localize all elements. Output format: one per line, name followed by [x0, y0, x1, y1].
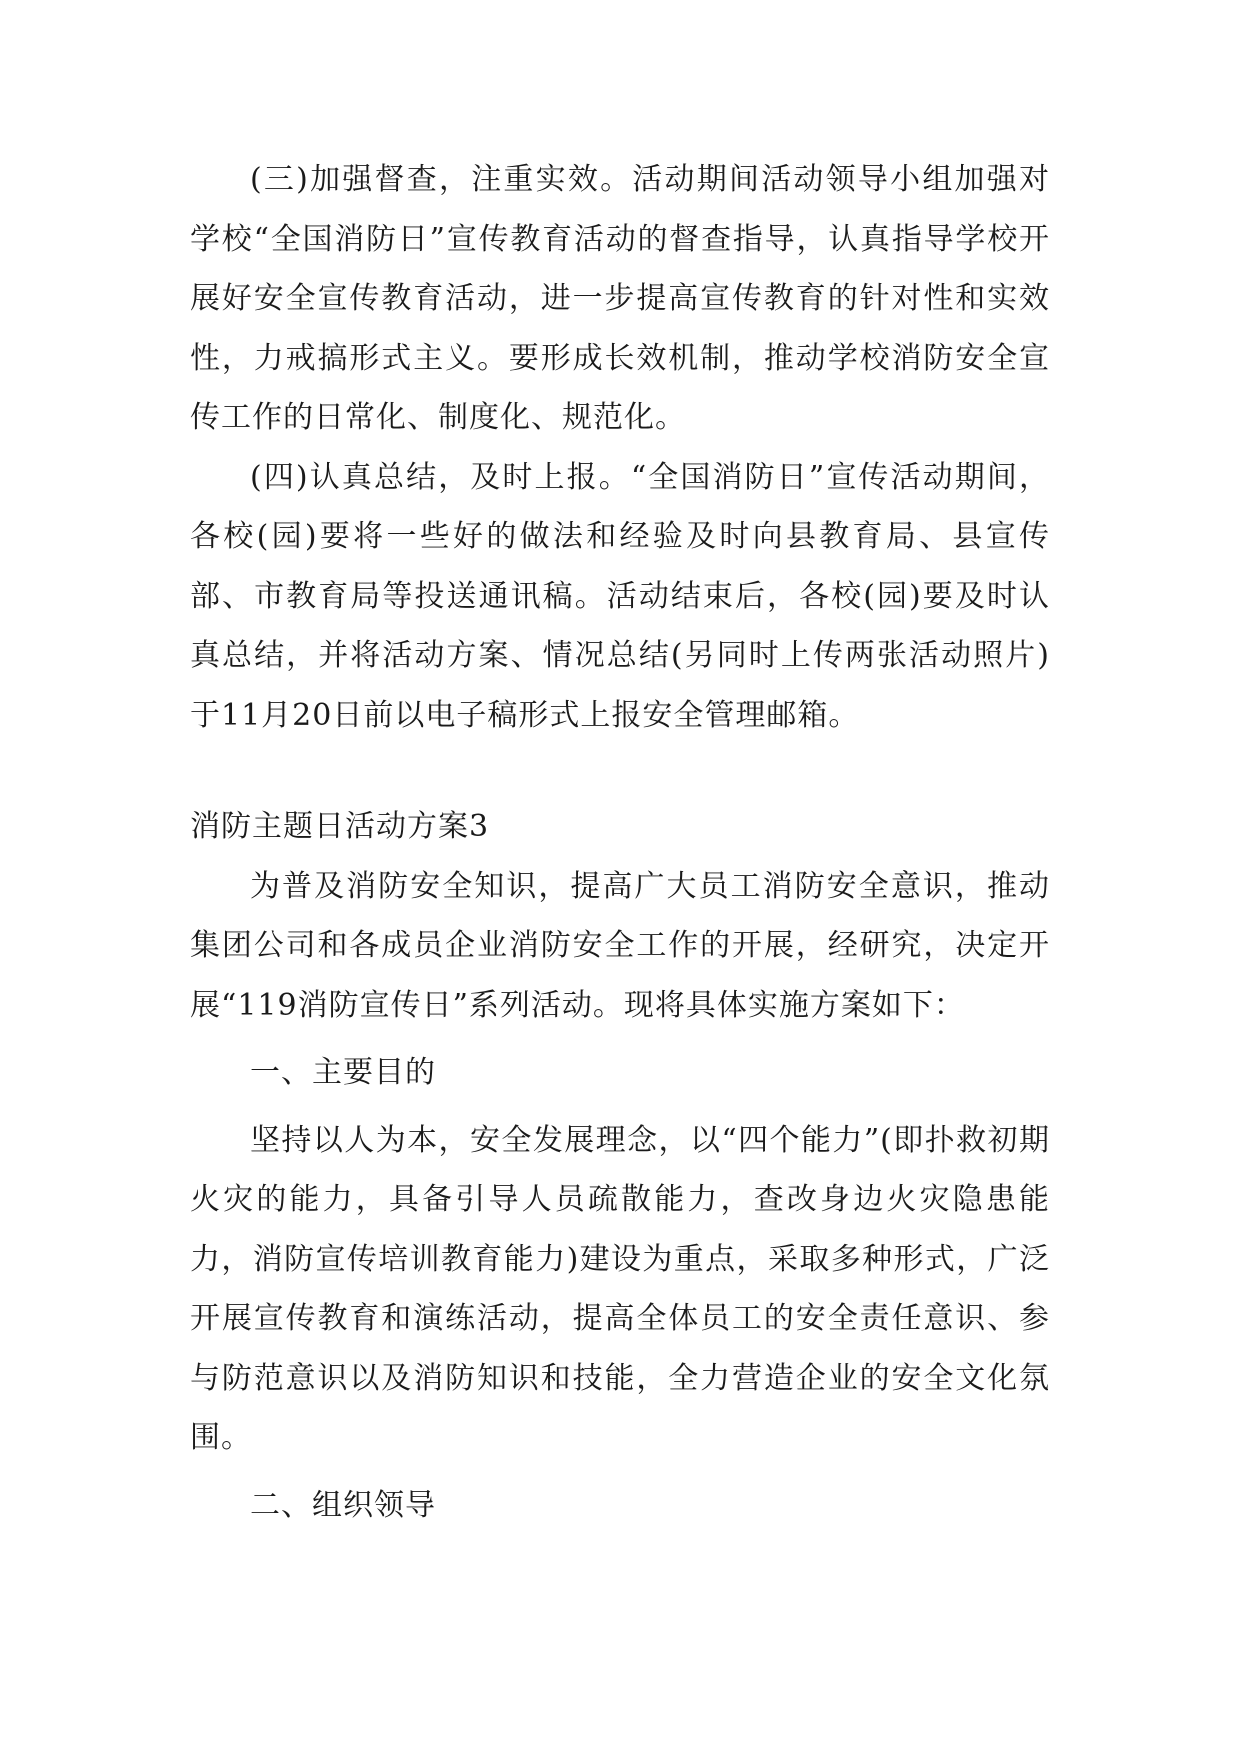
heading-organization: 二、组织领导 — [250, 1487, 436, 1523]
paragraph-main-purpose: 坚持以人为本，安全发展理念，以“四个能力”(即扑救初期火灾的能力，具备引导人员疏散能力，查改身边火灾隐患能力，消防宣传培训教育能力)建设为重点，采取多种形式，广泛开展宣传教育和演练活动，提高全体员工的安全责任意识、参与防范意识以及消防知识和技能，全力营造企业的安全文化氛围。 — [190, 1122, 1050, 1455]
paragraph-intro: 为普及消防安全知识，提高广大员工消防安全意识，推动集团公司和各成员企业消防安全工作的开展，经研究，决定开展“119消防宣传日”系列活动。现将具体实施方案如下： — [190, 868, 1050, 1023]
heading-main-purpose: 一、主要目的 — [250, 1055, 436, 1090]
paragraph-supervision: (三)加强督查，注重实效。活动期间活动领导小组加强对学校“全国消防日”宣传教育活动的督查指导，认真指导学校开展好安全宣传教育活动，进一步提高宣传教育的针对性和实效性，力戒搞形式主义。要形成长效机制，推动学校消防安全宣传工作的日常化、制度化、规范化。 — [190, 162, 1050, 435]
section-title: 消防主题日活动方案3 — [190, 809, 490, 844]
paragraph-summary-report: (四)认真总结，及时上报。“全国消防日”宣传活动期间，各校(园)要将一些好的做法和经验及时向县教育局、县宣传部、市教育局等投送通讯稿。活动结束后，各校(园)要及时认真总结，并将活动方案、情况总结(另同时上传两张活动照片)于11月20日前以电子稿形式上报安全管理邮箱。 — [190, 459, 1050, 733]
document-page — [190, 150, 1050, 1543]
